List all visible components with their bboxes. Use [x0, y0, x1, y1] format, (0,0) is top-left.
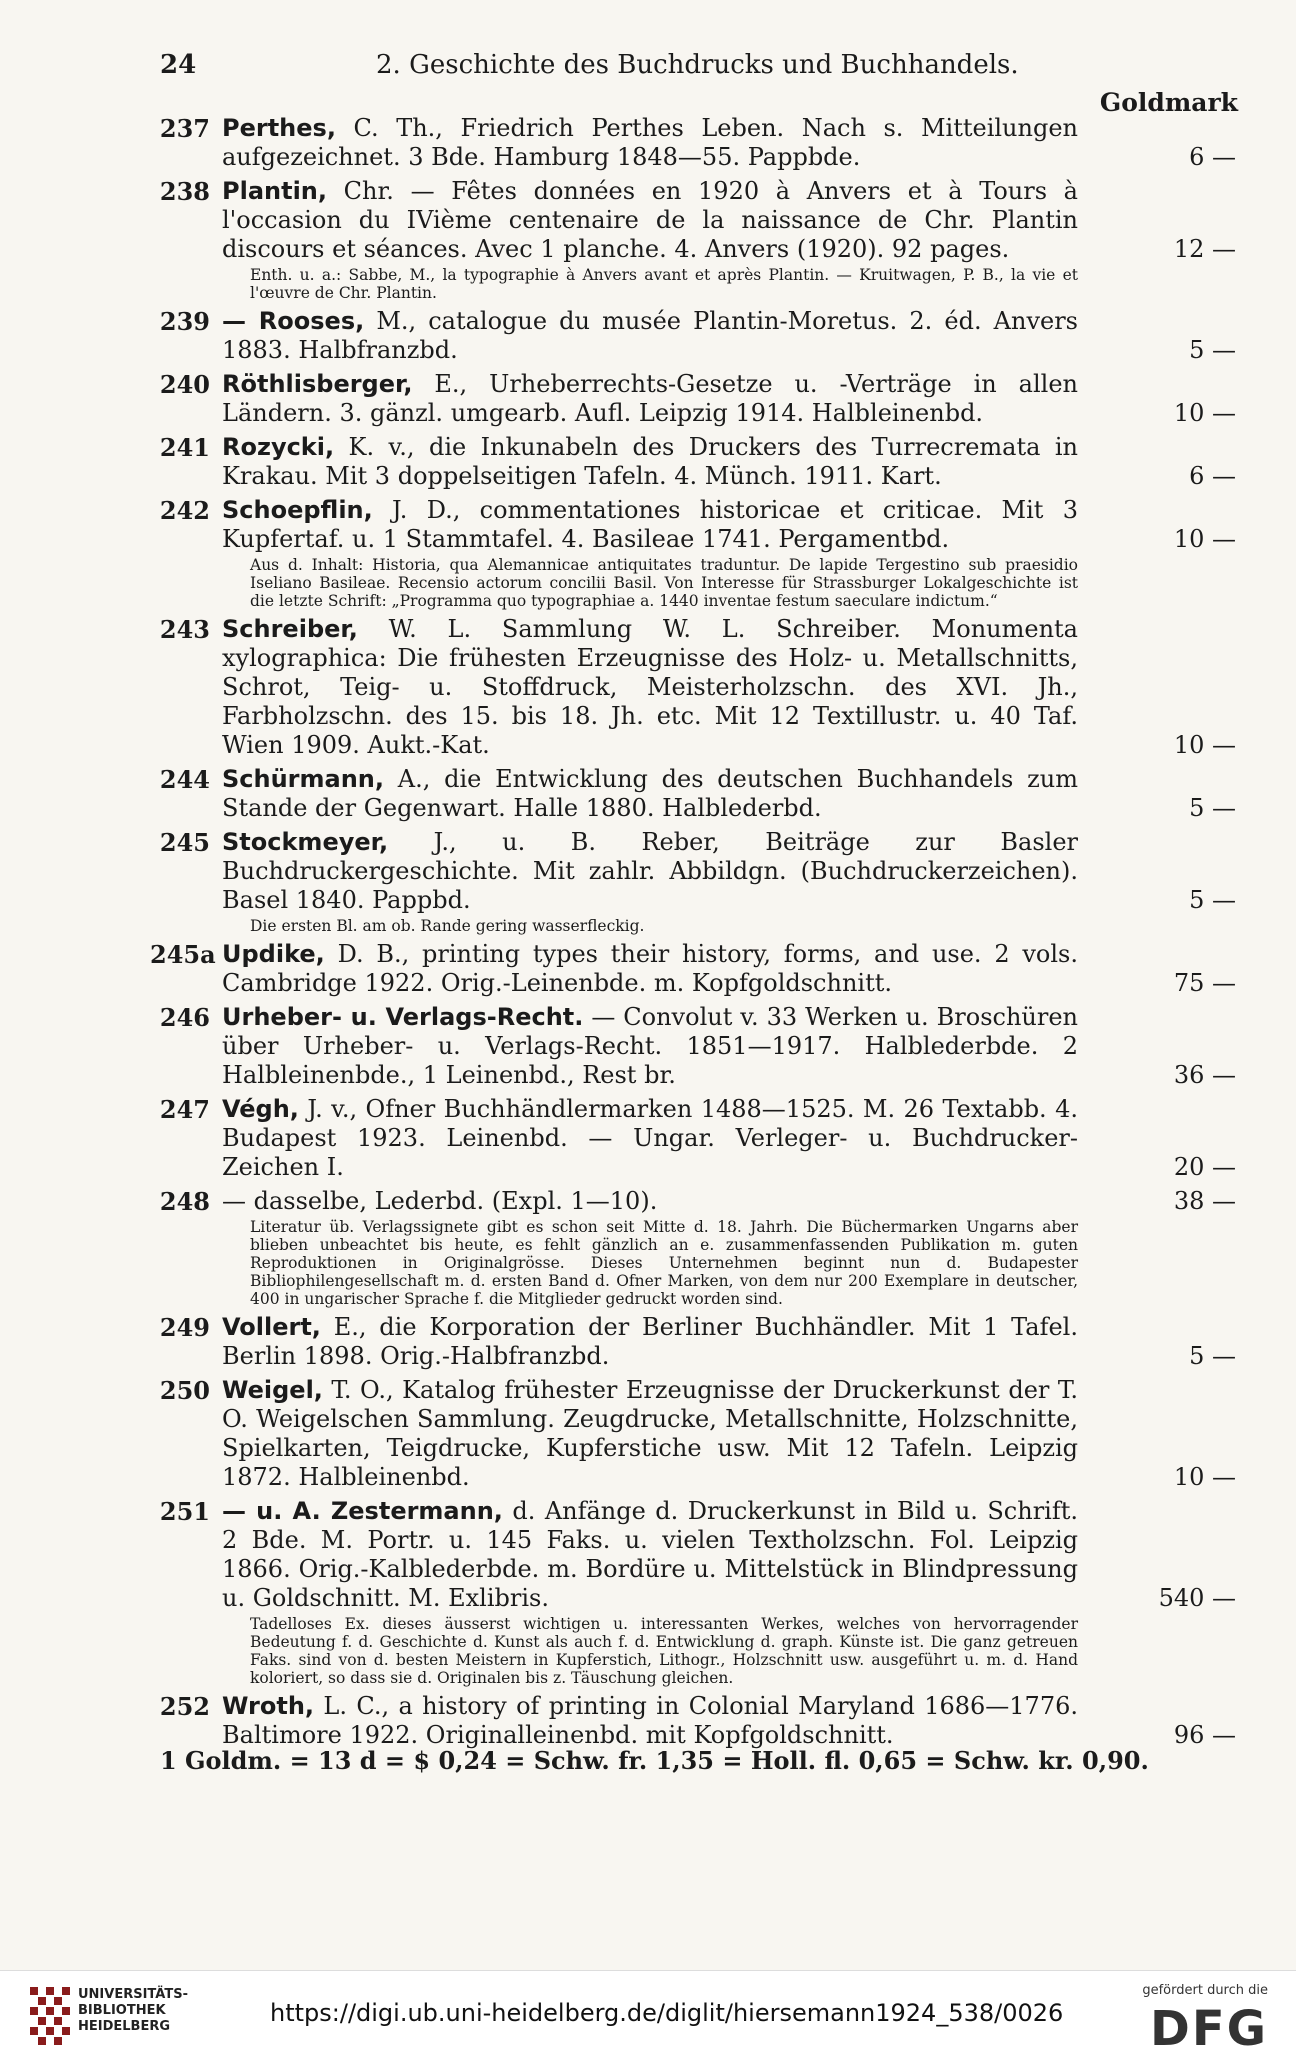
entry-author: Vollert,: [222, 1313, 321, 1341]
entry-price: 5 —: [1189, 886, 1236, 914]
catalog-entry: [150, 177, 1236, 302]
entry-body: [222, 765, 1150, 823]
entry-description: D. B., printing types their history, forms, and use. 2 vols. Cambridge 1922. Orig.-Leinenbde. m. Kopfgoldschnitt.: [222, 940, 1078, 997]
entry-body: [222, 615, 1150, 760]
entry-number: 240: [159, 370, 210, 399]
exchange-rate-line: 1 Goldm. = 13 d = $ 0,24 = Schw. fr. 1,35 = Holl. fl. 0,65 = Schw. kr. 0,90.: [160, 1746, 1149, 1775]
library-name: [78, 1987, 188, 2035]
entry-number: 239: [159, 307, 210, 336]
entry-description: W. L. Sammlung W. L. Schreiber. Monumenta xylographica: Die frühesten Erzeugnisse des Holz- u. Metallschnitts, Schrot, Teig- u. Stoffdruck, Meisterholzschn. des XVI. Jh., Farbholzschn. des 15. bis 18. Jh. etc. Mit 12 Textillustr. u. 40 Taf. Wien 1909. Aukt.-Kat.: [222, 615, 1078, 759]
entry-body: [222, 433, 1150, 491]
entry-number: 243: [159, 615, 210, 644]
entry-number: 250: [159, 1376, 210, 1405]
page-number: 24: [160, 50, 197, 80]
entry-note: Aus d. Inhalt: Historia, qua Alemannicae antiquitates traduntur. De lapide Tergestino sub praesidio Iseliano Basileae. Recensio actorum concilii Basil. Von Interesse für Strassburger Lokalgeschichte ist die letzte Schrift: „Programma quo typographiae a. 1440 inventae festum saeculare indictum.“: [250, 556, 1078, 610]
entry-note: Enth. u. a.: Sabbe, M., la typographie à Anvers avant et après Plantin. — Kruitwagen, P. B., la vie et l'œuvre de Chr. Plantin.: [250, 266, 1078, 302]
entry-price: 96 —: [1173, 1721, 1236, 1749]
entry-number: 252: [159, 1692, 210, 1721]
dfg-logo: DFG: [1149, 2001, 1268, 2057]
entry-author: Plantin,: [222, 177, 327, 205]
entry-price: 75 —: [1173, 969, 1236, 997]
catalog-entry: [150, 370, 1236, 428]
entry-price: 5 —: [1189, 1342, 1236, 1370]
entry-body: [222, 496, 1150, 554]
entry-description: A., die Entwicklung des deutschen Buchhandels zum Stande der Gegenwart. Halle 1880. Halblederbd.: [222, 765, 1078, 822]
entry-description: C. Th., Friedrich Perthes Leben. Nach s. Mitteilungen aufgezeichnet. 3 Bde. Hamburg 1848—55. Pappbde.: [222, 114, 1078, 171]
entry-author: Perthes,: [222, 114, 336, 142]
entry-description: E., die Korporation der Berliner Buchhändler. Mit 1 Tafel. Berlin 1898. Orig.-Halbfranzbd.: [222, 1313, 1078, 1370]
entry-price: 5 —: [1189, 794, 1236, 822]
catalog-entry: [150, 765, 1236, 823]
entry-body: [222, 1497, 1150, 1613]
entry-price: 10 —: [1173, 731, 1236, 759]
entry-description: T. O., Katalog frühester Erzeugnisse der Druckerkunst der T. O. Weigelschen Sammlung. Zeugdrucke, Metallschnitte, Holzschnitte, Spielkarten, Teigdrucke, Kupferstiche usw. Mit 12 Tafeln. Leipzig 1872. Halbleinenbd.: [222, 1376, 1078, 1491]
entry-author: Wroth,: [222, 1692, 315, 1720]
catalog-entry: [150, 615, 1236, 760]
catalog-entry: [150, 1003, 1236, 1090]
catalog-entry: [150, 1187, 1236, 1308]
entry-author: Weigel,: [222, 1376, 323, 1404]
entry-body: [222, 1187, 1150, 1216]
entry-price: 6 —: [1189, 143, 1236, 171]
entry-number: 241: [159, 433, 210, 462]
currency-heading: Goldmark: [1099, 88, 1238, 117]
catalog-entry: [150, 1692, 1236, 1750]
catalog-entry: [150, 940, 1236, 998]
entry-number: 237: [159, 114, 210, 143]
entry-description: d. Anfänge d. Druckerkunst in Bild u. Schrift. 2 Bde. M. Portr. u. 145 Faks. u. vielen Textholzschn. Fol. Leipzig 1866. Orig.-Kalblederbde. m. Bordüre u. Mittelstück in Blindpressung u. Goldschnitt. M. Exlibris.: [222, 1497, 1078, 1612]
entry-body: [222, 1313, 1150, 1371]
entry-price: 10 —: [1173, 525, 1236, 553]
entry-description: — dasselbe, Lederbd. (Expl. 1—10).: [222, 1187, 658, 1215]
entry-author: Updike,: [222, 940, 325, 968]
catalog-entries: [150, 114, 1236, 1755]
catalog-entry: [150, 1376, 1236, 1492]
entry-author: Rozycki,: [222, 433, 335, 461]
entry-price: 6 —: [1189, 462, 1236, 490]
entry-description: K. v., die Inkunabeln des Druckers des Turrecremata in Krakau. Mit 3 doppelseitigen Tafeln. 4. Münch. 1911. Kart.: [222, 433, 1078, 490]
entry-description: L. C., a history of printing in Colonial Maryland 1686—1776. Baltimore 1922. Originalleinenbd. mit Kopfgoldschnitt.: [222, 1692, 1078, 1749]
entry-description: J. v., Ofner Buchhändlermarken 1488—1525. M. 26 Textabb. 4. Budapest 1923. Leinenbd. — Ungar. Verleger- u. Buchdrucker-Zeichen I.: [222, 1095, 1078, 1181]
library-name-line: BIBLIOTHEK: [78, 2003, 166, 2018]
permalink-url[interactable]: https://digi.ub.uni-heidelberg.de/diglit/hiersemann1924_538/0026: [270, 1999, 1064, 2027]
entry-price: 5 —: [1189, 336, 1236, 364]
entry-description: M., catalogue du musée Plantin-Moretus. 2. éd. Anvers 1883. Halbfranzbd.: [222, 307, 1078, 364]
entry-body: [222, 1692, 1150, 1750]
entry-body: [222, 940, 1150, 998]
catalog-entry: [150, 1313, 1236, 1371]
entry-price: 36 —: [1173, 1061, 1236, 1089]
library-name-line: HEIDELBERG: [78, 2019, 171, 2034]
entry-number: 242: [159, 496, 210, 525]
entry-number: 245a: [150, 940, 216, 969]
entry-price: 12 —: [1173, 235, 1236, 263]
entry-author: Stockmeyer,: [222, 828, 389, 856]
entry-body: [222, 370, 1150, 428]
catalog-entry: [150, 1095, 1236, 1182]
university-logo-icon: [28, 1985, 72, 2047]
entry-description: — Convolut v. 33 Werken u. Broschüren über Urheber- u. Verlags-Recht. 1851—1917. Halblederbde. 2 Halbleinenbde., 1 Leinenbd., Rest br.: [222, 1003, 1079, 1089]
entry-description: E., Urheberrechts-Gesetze u. -Verträge in allen Ländern. 3. gänzl. umgearb. Aufl. Leipzig 1914. Halbleinenbd.: [222, 370, 1078, 427]
entry-body: [222, 1003, 1150, 1090]
entry-number: 244: [159, 765, 210, 794]
entry-body: [222, 114, 1150, 172]
catalog-entry: [150, 828, 1236, 935]
entry-note: Literatur üb. Verlagssignete gibt es schon seit Mitte d. 18. Jahrh. Die Büchermarken Ungarns aber blieben unbeachtet bis heute, es fehlt gänzlich an e. zusammenfassenden Publikation m. guten Reproduktionen in Originalgrösse. Dieses Unternehmen beginnt nun d. Budapester Bibliophilengesellschaft m. d. ersten Band d. Ofner Marken, von dem nur 200 Exemplare in deutscher, 400 in ungarischer Sprache f. die Mitglieder gedruckt worden sind.: [250, 1218, 1078, 1308]
catalog-entry: [150, 496, 1236, 610]
entry-price: 38 —: [1173, 1187, 1236, 1215]
entry-number: 248: [159, 1187, 210, 1216]
page-title: 2. Geschichte des Buchdrucks und Buchhandels.: [376, 50, 1019, 80]
entry-author: — u. A. Zestermann,: [222, 1497, 503, 1525]
entry-author: Schürmann,: [222, 765, 385, 793]
entry-body: [222, 177, 1150, 264]
entry-number: 246: [159, 1003, 210, 1032]
entry-body: [222, 828, 1150, 915]
entry-author: Schreiber,: [222, 615, 358, 643]
entry-body: [222, 1376, 1150, 1492]
funded-by-label: gefördert durch die: [1142, 1983, 1268, 1998]
entry-number: 245: [159, 828, 210, 857]
entry-author: Urheber- u. Verlags-Recht.: [222, 1003, 584, 1031]
entry-body: [222, 1095, 1150, 1182]
entry-price: 10 —: [1173, 1463, 1236, 1491]
catalog-entry: [150, 307, 1236, 365]
entry-author: Schoepflin,: [222, 496, 373, 524]
entry-note: Die ersten Bl. am ob. Rande gering wasserfleckig.: [250, 917, 645, 935]
entry-number: 251: [159, 1497, 210, 1526]
entry-number: 249: [159, 1313, 210, 1342]
entry-price: 10 —: [1173, 399, 1236, 427]
entry-description: J., u. B. Reber, Beiträge zur Basler Buchdruckergeschichte. Mit zahlr. Abbildgn. (Buchdruckerzeichen). Basel 1840. Pappbd.: [222, 828, 1078, 914]
entry-price: 540 —: [1158, 1584, 1236, 1612]
entry-note: Tadelloses Ex. dieses äusserst wichtigen u. interessanten Werkes, welches von hervorragender Bedeutung f. d. Geschichte d. Kunst als auch f. d. Entwicklung d. graph. Künste ist. Die ganz getreuen Faks. sind von d. besten Meistern in Kupferstich, Lithogr., Holzschnitt usw. ausgeführt u. m. d. Hand koloriert, so dass sie d. Originalen bis z. Täuschung gleichen.: [250, 1615, 1078, 1687]
catalog-entry: [150, 433, 1236, 491]
library-name-line: UNIVERSITÄTS-: [78, 1987, 188, 2002]
catalog-entry: [150, 1497, 1236, 1687]
entry-price: 20 —: [1173, 1153, 1236, 1181]
viewer-footer-bar: [0, 1970, 1296, 2063]
entry-author: Végh,: [222, 1095, 299, 1123]
entry-body: [222, 307, 1150, 365]
entry-number: 247: [159, 1095, 210, 1124]
entry-description: Chr. — Fêtes données en 1920 à Anvers et à Tours à l'occasion du IVième centenaire de la naissance de Chr. Plantin discours et séances. Avec 1 planche. 4. Anvers (1920). 92 pages.: [222, 177, 1078, 263]
entry-author: — Rooses,: [222, 307, 365, 335]
entry-description: J. D., commentationes historicae et criticae. Mit 3 Kupfertaf. u. 1 Stammtafel. 4. Basileae 1741. Pergamentbd.: [222, 496, 1078, 553]
entry-number: 238: [159, 177, 210, 206]
catalog-entry: [150, 114, 1236, 172]
entry-author: Röthlisberger,: [222, 370, 413, 398]
